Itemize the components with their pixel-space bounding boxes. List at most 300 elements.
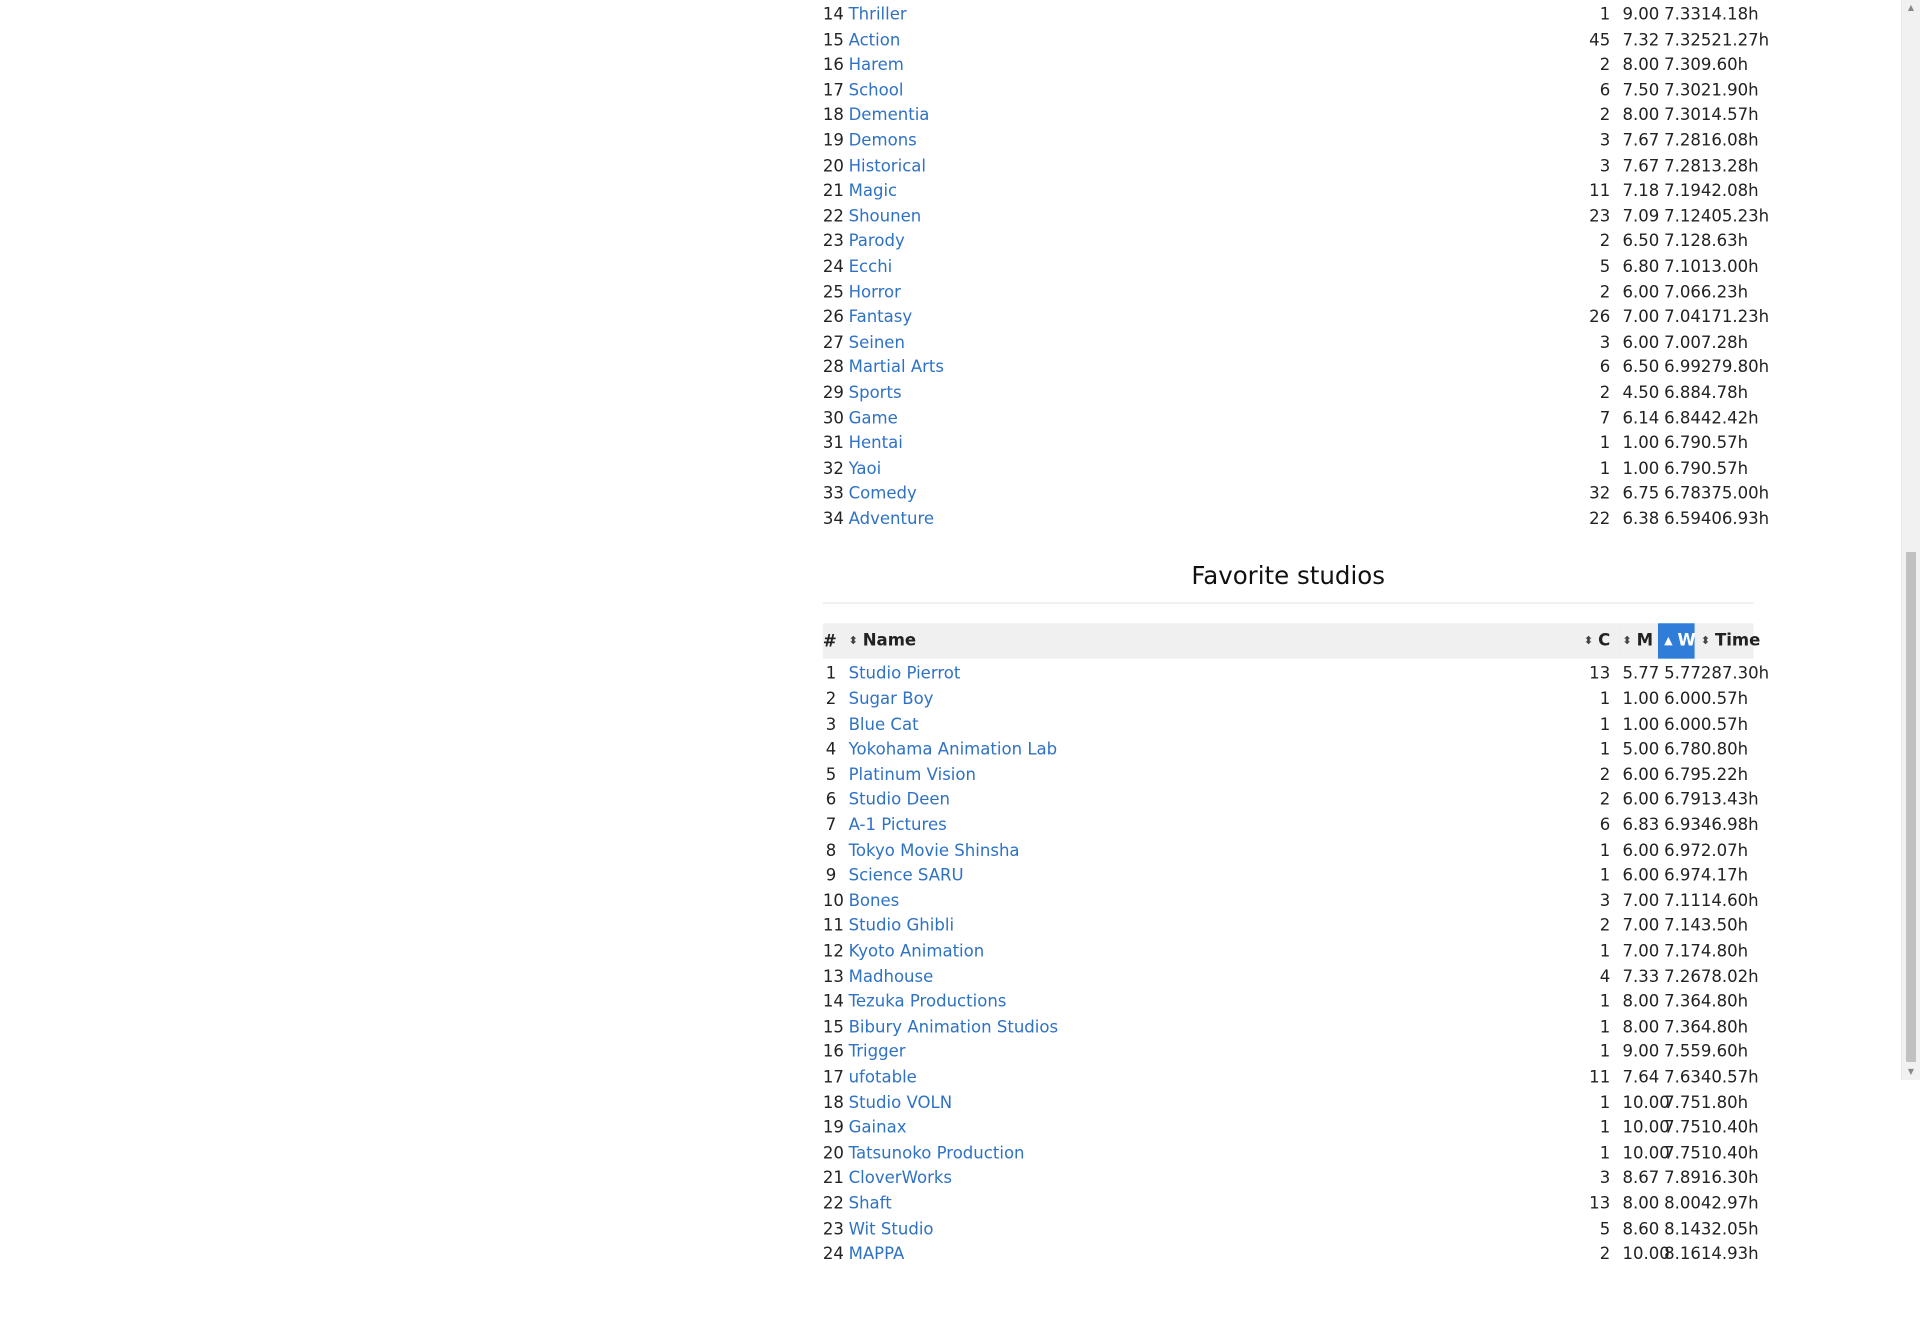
count-cell: 3	[1599, 1168, 1611, 1189]
studio-row	[823, 737, 1754, 762]
count-cell: 2	[1599, 790, 1611, 810]
weighted-mean-cell: 7.12	[1664, 206, 1701, 227]
count-cell: 45	[1589, 30, 1611, 50]
mean-cell: 7.00	[1622, 891, 1660, 911]
name-cell	[842, 964, 1577, 989]
name-cell	[842, 330, 1577, 355]
mean-cell: 6.00	[1622, 282, 1660, 302]
weighted-mean-cell: 8.00	[1664, 1193, 1701, 1214]
count-cell: 3	[1599, 332, 1611, 353]
studio-row	[823, 1040, 1754, 1065]
name-cell	[842, 1191, 1577, 1216]
rank-cell: 24	[822, 1244, 844, 1264]
name-link[interactable]: Dementia	[848, 105, 930, 126]
name-link[interactable]: Sugar Boy	[848, 689, 934, 710]
time-cell: 8.63h	[1700, 231, 1749, 252]
name-cell	[842, 28, 1577, 53]
time-cell: 0.57h	[1700, 689, 1749, 710]
name-link[interactable]: Tatsunoko Production	[848, 1143, 1025, 1163]
weighted-mean-cell: 7.06	[1664, 282, 1701, 302]
time-cell: 1.80h	[1700, 1092, 1749, 1113]
weighted-mean-cell: 7.36	[1664, 992, 1701, 1012]
count-cell: 2	[1599, 231, 1611, 252]
weighted-mean-cell: 7.28	[1664, 130, 1701, 151]
weighted-mean-cell: 7.00	[1664, 332, 1701, 353]
genre-row	[823, 129, 1754, 154]
weighted-mean-cell: 6.78	[1664, 739, 1701, 760]
name-link[interactable]: Thriller	[848, 4, 907, 25]
rank-cell: 34	[822, 509, 844, 529]
time-cell: 405.23h	[1700, 206, 1770, 227]
name-cell	[842, 179, 1577, 204]
name-link[interactable]: Parody	[848, 231, 905, 252]
time-cell: 2.07h	[1700, 840, 1749, 861]
rank-cell: 1	[825, 664, 837, 684]
name-link[interactable]: Ecchi	[848, 257, 893, 277]
name-cell	[842, 53, 1577, 78]
rank-cell: 21	[822, 181, 844, 202]
name-link[interactable]: Yokohama Animation Lab	[848, 739, 1058, 760]
studio-row	[823, 763, 1754, 788]
studio-row	[823, 1217, 1754, 1242]
rank-cell: 8	[825, 840, 837, 861]
time-cell: 0.57h	[1700, 433, 1749, 454]
time-cell: 16.08h	[1700, 130, 1759, 151]
rank-cell: 10	[822, 891, 844, 911]
rank-cell: 22	[822, 1193, 844, 1214]
column-header-name[interactable]	[842, 624, 1577, 661]
rank-cell: 17	[822, 1067, 844, 1088]
genre-row	[823, 355, 1754, 380]
studio-row	[823, 838, 1754, 863]
name-link[interactable]: Sports	[848, 383, 902, 403]
name-link[interactable]: Horror	[848, 282, 901, 302]
name-cell	[842, 712, 1577, 737]
genre-row	[823, 28, 1754, 53]
weighted-mean-cell: 7.12	[1664, 231, 1701, 252]
studio-row	[823, 1141, 1754, 1166]
time-cell: 14.18h	[1700, 4, 1759, 25]
mean-cell: 8.00	[1622, 105, 1660, 126]
time-cell: 32.05h	[1700, 1219, 1759, 1239]
name-cell	[842, 280, 1577, 305]
rank-cell: 23	[822, 231, 844, 252]
name-link[interactable]: Science SARU	[848, 865, 964, 886]
name-cell	[842, 1141, 1577, 1166]
rank-cell: 24	[822, 257, 844, 277]
name-cell	[842, 507, 1577, 532]
mean-cell: 7.33	[1622, 966, 1660, 987]
name-cell	[842, 78, 1577, 103]
count-cell: 5	[1599, 257, 1611, 277]
column-header-rank: #	[823, 624, 843, 661]
time-cell: 6.23h	[1700, 282, 1749, 302]
scroll-up-arrow-icon[interactable]: ▲	[1907, 3, 1915, 12]
studio-row	[823, 687, 1754, 712]
rank-cell: 29	[822, 383, 844, 403]
weighted-mean-cell: 7.14	[1664, 916, 1701, 937]
mean-cell: 4.50	[1622, 383, 1660, 403]
count-cell: 1	[1599, 433, 1611, 454]
time-cell: 78.02h	[1700, 966, 1759, 987]
genre-row	[823, 280, 1754, 305]
genre-row	[823, 78, 1754, 103]
weighted-mean-cell: 8.14	[1664, 1219, 1701, 1239]
count-cell: 22	[1589, 509, 1611, 529]
count-cell: 11	[1589, 181, 1611, 202]
mean-cell: 6.80	[1622, 257, 1660, 277]
name-cell	[842, 1015, 1577, 1040]
genre-row	[823, 2, 1754, 27]
weighted-mean-cell: 7.32	[1664, 30, 1701, 50]
column-header-mean[interactable]	[1616, 624, 1658, 661]
weighted-mean-cell: 7.30	[1664, 55, 1701, 75]
weighted-mean-cell: 6.59	[1664, 509, 1701, 529]
time-cell: 279.80h	[1700, 357, 1770, 378]
rank-cell: 7	[825, 815, 837, 836]
name-link[interactable]: ufotable	[848, 1067, 917, 1088]
name-cell	[842, 1116, 1577, 1141]
mean-cell: 8.00	[1622, 1017, 1660, 1037]
mean-cell: 10.00	[1622, 1118, 1670, 1138]
name-link[interactable]: Platinum Vision	[848, 765, 977, 785]
rank-cell: 6	[825, 790, 837, 810]
weighted-mean-cell: 7.75	[1664, 1118, 1701, 1138]
genre-row	[823, 229, 1754, 254]
studio-row	[823, 1166, 1754, 1191]
name-link[interactable]: Gainax	[848, 1118, 907, 1138]
time-cell: 40.57h	[1700, 1067, 1759, 1088]
rank-cell: 32	[822, 458, 844, 479]
mean-cell: 7.67	[1622, 156, 1660, 176]
name-link[interactable]: Harem	[848, 55, 904, 75]
count-cell: 7	[1599, 408, 1611, 428]
name-cell	[842, 381, 1577, 406]
genres-table-body	[822, 2, 1770, 532]
weighted-mean-cell: 7.28	[1664, 156, 1701, 176]
name-link[interactable]: Trigger	[848, 1042, 906, 1063]
weighted-mean-cell: 7.11	[1664, 891, 1701, 911]
weighted-mean-cell: 6.79	[1664, 790, 1701, 810]
name-cell	[842, 1242, 1577, 1267]
mean-cell: 6.50	[1622, 357, 1660, 378]
weighted-mean-cell: 8.16	[1664, 1244, 1701, 1264]
rank-cell: 11	[822, 916, 844, 937]
weighted-mean-cell: 6.79	[1664, 433, 1701, 454]
column-header-time-label: Time	[1714, 631, 1761, 651]
name-cell	[842, 431, 1577, 456]
rank-cell: 14	[822, 4, 844, 25]
count-cell: 2	[1599, 105, 1611, 126]
time-cell: 375.00h	[1700, 484, 1770, 504]
column-header-weighted-mean-label: W	[1677, 631, 1696, 651]
count-cell: 5	[1599, 1219, 1611, 1239]
studio-row	[823, 1015, 1754, 1040]
weighted-mean-cell: 7.33	[1664, 4, 1701, 25]
time-cell: 16.30h	[1700, 1168, 1759, 1189]
name-link[interactable]: Adventure	[848, 509, 935, 529]
rank-cell: 9	[825, 865, 837, 886]
rank-cell: 31	[822, 433, 844, 454]
mean-cell: 7.18	[1622, 181, 1660, 202]
name-link[interactable]: School	[848, 80, 904, 101]
count-cell: 3	[1599, 891, 1611, 911]
mean-cell: 7.64	[1622, 1067, 1660, 1088]
name-link[interactable]: Wit Studio	[848, 1219, 934, 1239]
time-cell: 42.42h	[1700, 408, 1759, 428]
name-link[interactable]: Tokyo Movie Shinsha	[848, 840, 1020, 861]
name-link[interactable]: CloverWorks	[848, 1168, 953, 1189]
rank-cell: 13	[822, 966, 844, 987]
rank-cell: 5	[825, 765, 837, 785]
count-cell: 1	[1599, 941, 1611, 962]
name-link[interactable]: Game	[848, 408, 898, 428]
time-cell: 42.97h	[1700, 1193, 1759, 1214]
name-link[interactable]: Kyoto Animation	[848, 941, 985, 962]
weighted-mean-cell: 6.79	[1664, 458, 1701, 479]
time-cell: 10.40h	[1700, 1118, 1759, 1138]
name-link[interactable]: Action	[848, 30, 901, 50]
mean-cell: 8.00	[1622, 1193, 1660, 1214]
name-link[interactable]: Studio Ghibli	[848, 916, 955, 937]
weighted-mean-cell: 6.97	[1664, 865, 1701, 886]
time-cell: 42.08h	[1700, 181, 1759, 202]
name-link[interactable]: Comedy	[848, 484, 917, 504]
name-link[interactable]: Shounen	[848, 206, 922, 227]
name-cell	[842, 129, 1577, 154]
name-link[interactable]: Studio Deen	[848, 790, 951, 810]
weighted-mean-cell: 7.89	[1664, 1168, 1701, 1189]
time-cell: 5.22h	[1700, 765, 1749, 785]
column-header-time[interactable]	[1695, 624, 1761, 661]
name-link[interactable]: Hentai	[848, 433, 903, 454]
name-link[interactable]: Tezuka Productions	[848, 992, 1007, 1012]
sort-icon: ⬍	[848, 636, 858, 649]
mean-cell: 10.00	[1622, 1092, 1670, 1113]
weighted-mean-cell: 7.19	[1664, 181, 1701, 202]
name-cell	[842, 914, 1577, 939]
count-cell: 1	[1599, 1092, 1611, 1113]
mean-cell: 1.00	[1622, 458, 1660, 479]
vertical-scrollbar[interactable]	[1901, 0, 1920, 1080]
name-cell	[842, 838, 1577, 863]
studio-row	[823, 990, 1754, 1015]
scrollbar-thumb[interactable]	[1906, 552, 1916, 1062]
rank-cell: 16	[822, 1042, 844, 1063]
section-title-favorite-studios: Favorite studios	[823, 559, 1754, 604]
weighted-mean-cell: 6.79	[1664, 765, 1701, 785]
time-cell: 21.90h	[1700, 80, 1759, 101]
mean-cell: 9.00	[1622, 4, 1660, 25]
name-link[interactable]: Seinen	[848, 332, 905, 353]
genre-row	[823, 456, 1754, 481]
weighted-mean-cell: 5.77	[1664, 664, 1701, 684]
count-cell: 2	[1599, 765, 1611, 785]
name-link[interactable]: Demons	[848, 130, 917, 151]
mean-cell: 7.32	[1622, 30, 1660, 50]
sort-icon: ⬍	[1700, 636, 1711, 649]
rank-cell: 12	[822, 941, 844, 962]
weighted-mean-cell: 6.99	[1664, 357, 1701, 378]
genre-row	[823, 103, 1754, 128]
weighted-mean-cell: 7.36	[1664, 1017, 1701, 1037]
mean-cell: 7.00	[1622, 916, 1660, 937]
genre-row	[823, 179, 1754, 204]
studio-row	[823, 964, 1754, 989]
studios-table	[822, 624, 1770, 1267]
name-link[interactable]: Studio Pierrot	[848, 664, 961, 684]
genre-row	[823, 406, 1754, 431]
studio-row	[823, 712, 1754, 737]
sort-ascending-icon: ▲	[1664, 636, 1673, 649]
name-link[interactable]: Bones	[848, 891, 900, 911]
name-link[interactable]: Shaft	[848, 1193, 892, 1214]
mean-cell: 7.50	[1622, 80, 1660, 101]
time-cell: 14.93h	[1700, 1244, 1759, 1264]
name-link[interactable]: MAPPA	[848, 1244, 905, 1264]
genre-row	[823, 305, 1754, 330]
name-link[interactable]: Fantasy	[848, 307, 913, 328]
time-cell: 4.80h	[1700, 1017, 1749, 1037]
weighted-mean-cell: 6.00	[1664, 689, 1701, 710]
count-cell: 1	[1599, 1042, 1611, 1063]
count-cell: 2	[1599, 1244, 1611, 1264]
count-cell: 1	[1599, 739, 1611, 760]
genre-row	[823, 154, 1754, 179]
name-cell	[842, 687, 1577, 712]
time-cell: 4.80h	[1700, 941, 1749, 962]
name-link[interactable]: Blue Cat	[848, 714, 919, 735]
rank-cell: 33	[822, 484, 844, 504]
count-cell: 6	[1599, 815, 1611, 836]
count-cell: 3	[1599, 156, 1611, 176]
mean-cell: 6.14	[1622, 408, 1660, 428]
name-link[interactable]: Yaoi	[848, 458, 882, 479]
count-cell: 1	[1599, 865, 1611, 886]
rank-cell: 21	[822, 1168, 844, 1189]
mean-cell: 1.00	[1622, 433, 1660, 454]
count-cell: 32	[1589, 484, 1611, 504]
name-cell	[842, 1166, 1577, 1191]
name-cell	[842, 229, 1577, 254]
studio-row	[823, 889, 1754, 914]
count-cell: 2	[1599, 55, 1611, 75]
name-link[interactable]: Magic	[848, 181, 898, 202]
weighted-mean-cell: 7.17	[1664, 941, 1701, 962]
time-cell: 9.60h	[1700, 1042, 1749, 1063]
count-cell: 6	[1599, 80, 1611, 101]
column-header-count[interactable]	[1577, 624, 1616, 661]
name-cell	[842, 204, 1577, 229]
column-header-weighted-mean[interactable]	[1658, 624, 1695, 661]
weighted-mean-cell: 7.75	[1664, 1092, 1701, 1113]
weighted-mean-cell: 6.00	[1664, 714, 1701, 735]
studio-row	[823, 1065, 1754, 1090]
count-cell: 2	[1599, 282, 1611, 302]
name-cell	[842, 939, 1577, 964]
count-cell: 2	[1599, 916, 1611, 937]
mean-cell: 7.09	[1622, 206, 1660, 227]
time-cell: 521.27h	[1700, 30, 1770, 50]
genre-row	[823, 255, 1754, 280]
studio-row	[823, 813, 1754, 838]
mean-cell: 6.00	[1622, 765, 1660, 785]
mean-cell: 7.00	[1622, 307, 1660, 328]
name-cell	[842, 1217, 1577, 1242]
rank-cell: 18	[822, 1092, 844, 1113]
name-cell	[842, 2, 1577, 27]
count-cell: 1	[1599, 840, 1611, 861]
time-cell: 4.78h	[1700, 383, 1749, 403]
weighted-mean-cell: 7.30	[1664, 80, 1701, 101]
name-link[interactable]: Historical	[848, 156, 927, 176]
time-cell: 14.60h	[1700, 891, 1759, 911]
name-cell	[842, 813, 1577, 838]
mean-cell: 1.00	[1622, 689, 1660, 710]
time-cell: 46.98h	[1700, 815, 1759, 836]
rank-cell: 20	[822, 1143, 844, 1163]
name-cell	[842, 456, 1577, 481]
count-cell: 4	[1599, 966, 1611, 987]
name-cell	[842, 355, 1577, 380]
rank-cell: 3	[825, 714, 837, 735]
rank-cell: 30	[822, 408, 844, 428]
genre-row	[823, 482, 1754, 507]
rank-cell: 2	[825, 689, 837, 710]
rank-cell: 27	[822, 332, 844, 353]
rank-cell: 19	[822, 130, 844, 151]
column-header-count-label: C	[1598, 631, 1611, 651]
mean-cell: 6.00	[1622, 332, 1660, 353]
name-link[interactable]: Studio VOLN	[848, 1092, 953, 1113]
studio-row	[823, 864, 1754, 889]
time-cell: 0.57h	[1700, 458, 1749, 479]
rank-cell: 14	[822, 992, 844, 1012]
genres-table	[822, 2, 1770, 532]
genre-row	[823, 204, 1754, 229]
count-cell: 1	[1599, 992, 1611, 1012]
name-link[interactable]: Martial Arts	[848, 357, 945, 378]
name-cell	[842, 482, 1577, 507]
mean-cell: 6.00	[1622, 865, 1660, 886]
weighted-mean-cell: 7.75	[1664, 1143, 1701, 1163]
name-cell	[842, 406, 1577, 431]
count-cell: 1	[1599, 1017, 1611, 1037]
time-cell: 4.17h	[1700, 865, 1749, 886]
name-cell	[842, 103, 1577, 128]
studio-row	[823, 1191, 1754, 1216]
studio-row	[823, 788, 1754, 813]
count-cell: 13	[1589, 664, 1611, 684]
name-cell	[842, 990, 1577, 1015]
weighted-mean-cell: 7.26	[1664, 966, 1701, 987]
scroll-down-arrow-icon[interactable]: ▼	[1907, 1067, 1915, 1076]
studios-table-header	[823, 624, 1754, 661]
mean-cell: 8.67	[1622, 1168, 1660, 1189]
count-cell: 6	[1599, 357, 1611, 378]
rank-cell: 18	[822, 105, 844, 126]
rank-cell: 16	[822, 55, 844, 75]
mean-cell: 8.60	[1622, 1219, 1660, 1239]
name-link[interactable]: Madhouse	[848, 966, 934, 987]
name-link[interactable]: A-1 Pictures	[848, 815, 947, 836]
name-link[interactable]: Bibury Animation Studios	[848, 1017, 1059, 1037]
genre-row	[823, 431, 1754, 456]
name-cell	[842, 737, 1577, 762]
mean-cell: 1.00	[1622, 714, 1660, 735]
count-cell: 13	[1589, 1193, 1611, 1214]
mean-cell: 7.67	[1622, 130, 1660, 151]
